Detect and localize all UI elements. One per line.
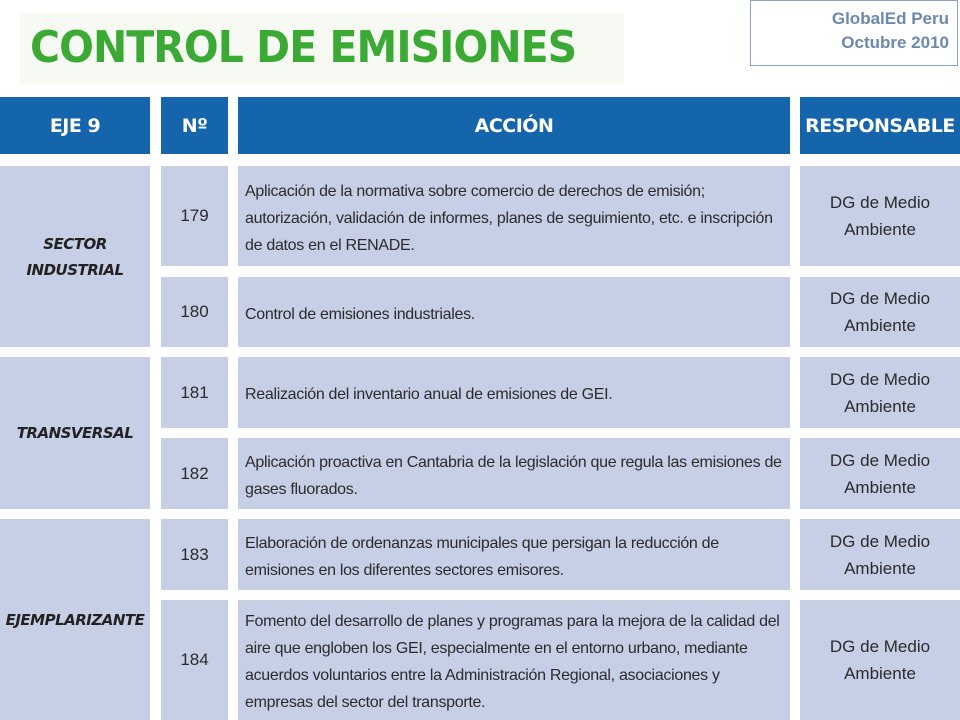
- group-label-line: TRANSVERSAL: [16, 424, 134, 442]
- row-number: 179: [161, 166, 228, 266]
- row-responsable: [800, 438, 960, 509]
- row-action-text: Aplicación proactiva en Cantabria de la legislación que regula las emisiones de gases fluorados.: [245, 453, 782, 498]
- row-responsable: [800, 357, 960, 428]
- resp-line: Ambiente: [844, 558, 916, 578]
- row-action-text: Fomento del desarrollo de planes y programas para la mejora de la calidad del aire que engloben los GEI, especialmente en el entorno urbano, mediante acuerdos voluntarios entre la Administración Regional, asociaciones y empresas del sector del transporte.: [245, 613, 780, 711]
- resp-line: DG de Medio: [829, 531, 931, 551]
- row-responsable: [800, 166, 960, 266]
- resp-line: DG de Medio: [829, 369, 931, 389]
- row-action: [238, 600, 790, 720]
- resp-line: DG de Medio: [829, 450, 931, 470]
- group-ejemplarizante: [0, 519, 150, 720]
- group-sector-industrial: [0, 166, 150, 347]
- header-responsable: RESPONSABLE: [800, 97, 960, 154]
- row-number: 181: [161, 357, 228, 428]
- group-transversal: [0, 357, 150, 509]
- row-number: 182: [161, 438, 228, 509]
- row-number: 184: [161, 600, 228, 720]
- resp-line: Ambiente: [844, 396, 916, 416]
- resp-line: DG de Medio: [829, 637, 931, 656]
- resp-line: DG de Medio: [829, 193, 931, 212]
- org-name: GlobalEd Peru: [831, 9, 949, 28]
- resp-line: Ambiente: [844, 477, 916, 497]
- row-action: [238, 277, 790, 347]
- header-accion: ACCIÓN: [238, 97, 790, 154]
- row-responsable: [800, 519, 960, 590]
- header-num: Nº: [161, 97, 228, 154]
- row-action: [238, 166, 790, 266]
- header-eje: EJE 9: [0, 97, 150, 154]
- row-responsable: [800, 277, 960, 347]
- org-date: Octubre 2010: [841, 33, 949, 52]
- row-action: [238, 519, 790, 590]
- resp-line: Ambiente: [844, 664, 916, 683]
- resp-line: Ambiente: [844, 220, 916, 239]
- row-number: 183: [161, 519, 228, 590]
- page-title: CONTROL DE EMISIONES: [30, 22, 577, 73]
- row-action-text: Elaboración de ordenanzas municipales que persigan la reducción de emisiones en los diferentes sectores emisores.: [245, 534, 719, 579]
- row-action-text: Control de emisiones industriales.: [245, 305, 475, 323]
- row-action-text: Realización del inventario anual de emisiones de GEI.: [245, 386, 613, 403]
- row-action: [238, 438, 790, 509]
- row-responsable: [800, 600, 960, 720]
- row-action-text: Aplicación de la normativa sobre comercio de derechos de emisión; autorización, validación de informes, planes de seguimiento, etc. e inscripción de datos en el RENADE.: [245, 182, 773, 254]
- group-label-line: INDUSTRIAL: [26, 260, 124, 279]
- group-label-line: SECTOR: [43, 234, 107, 253]
- resp-line: Ambiente: [844, 316, 916, 335]
- row-action: [238, 357, 790, 428]
- group-label-line: EJEMPLARIZANTE: [5, 610, 145, 629]
- row-number: 180: [161, 277, 228, 347]
- org-label: [750, 0, 958, 66]
- resp-line: DG de Medio: [829, 289, 931, 308]
